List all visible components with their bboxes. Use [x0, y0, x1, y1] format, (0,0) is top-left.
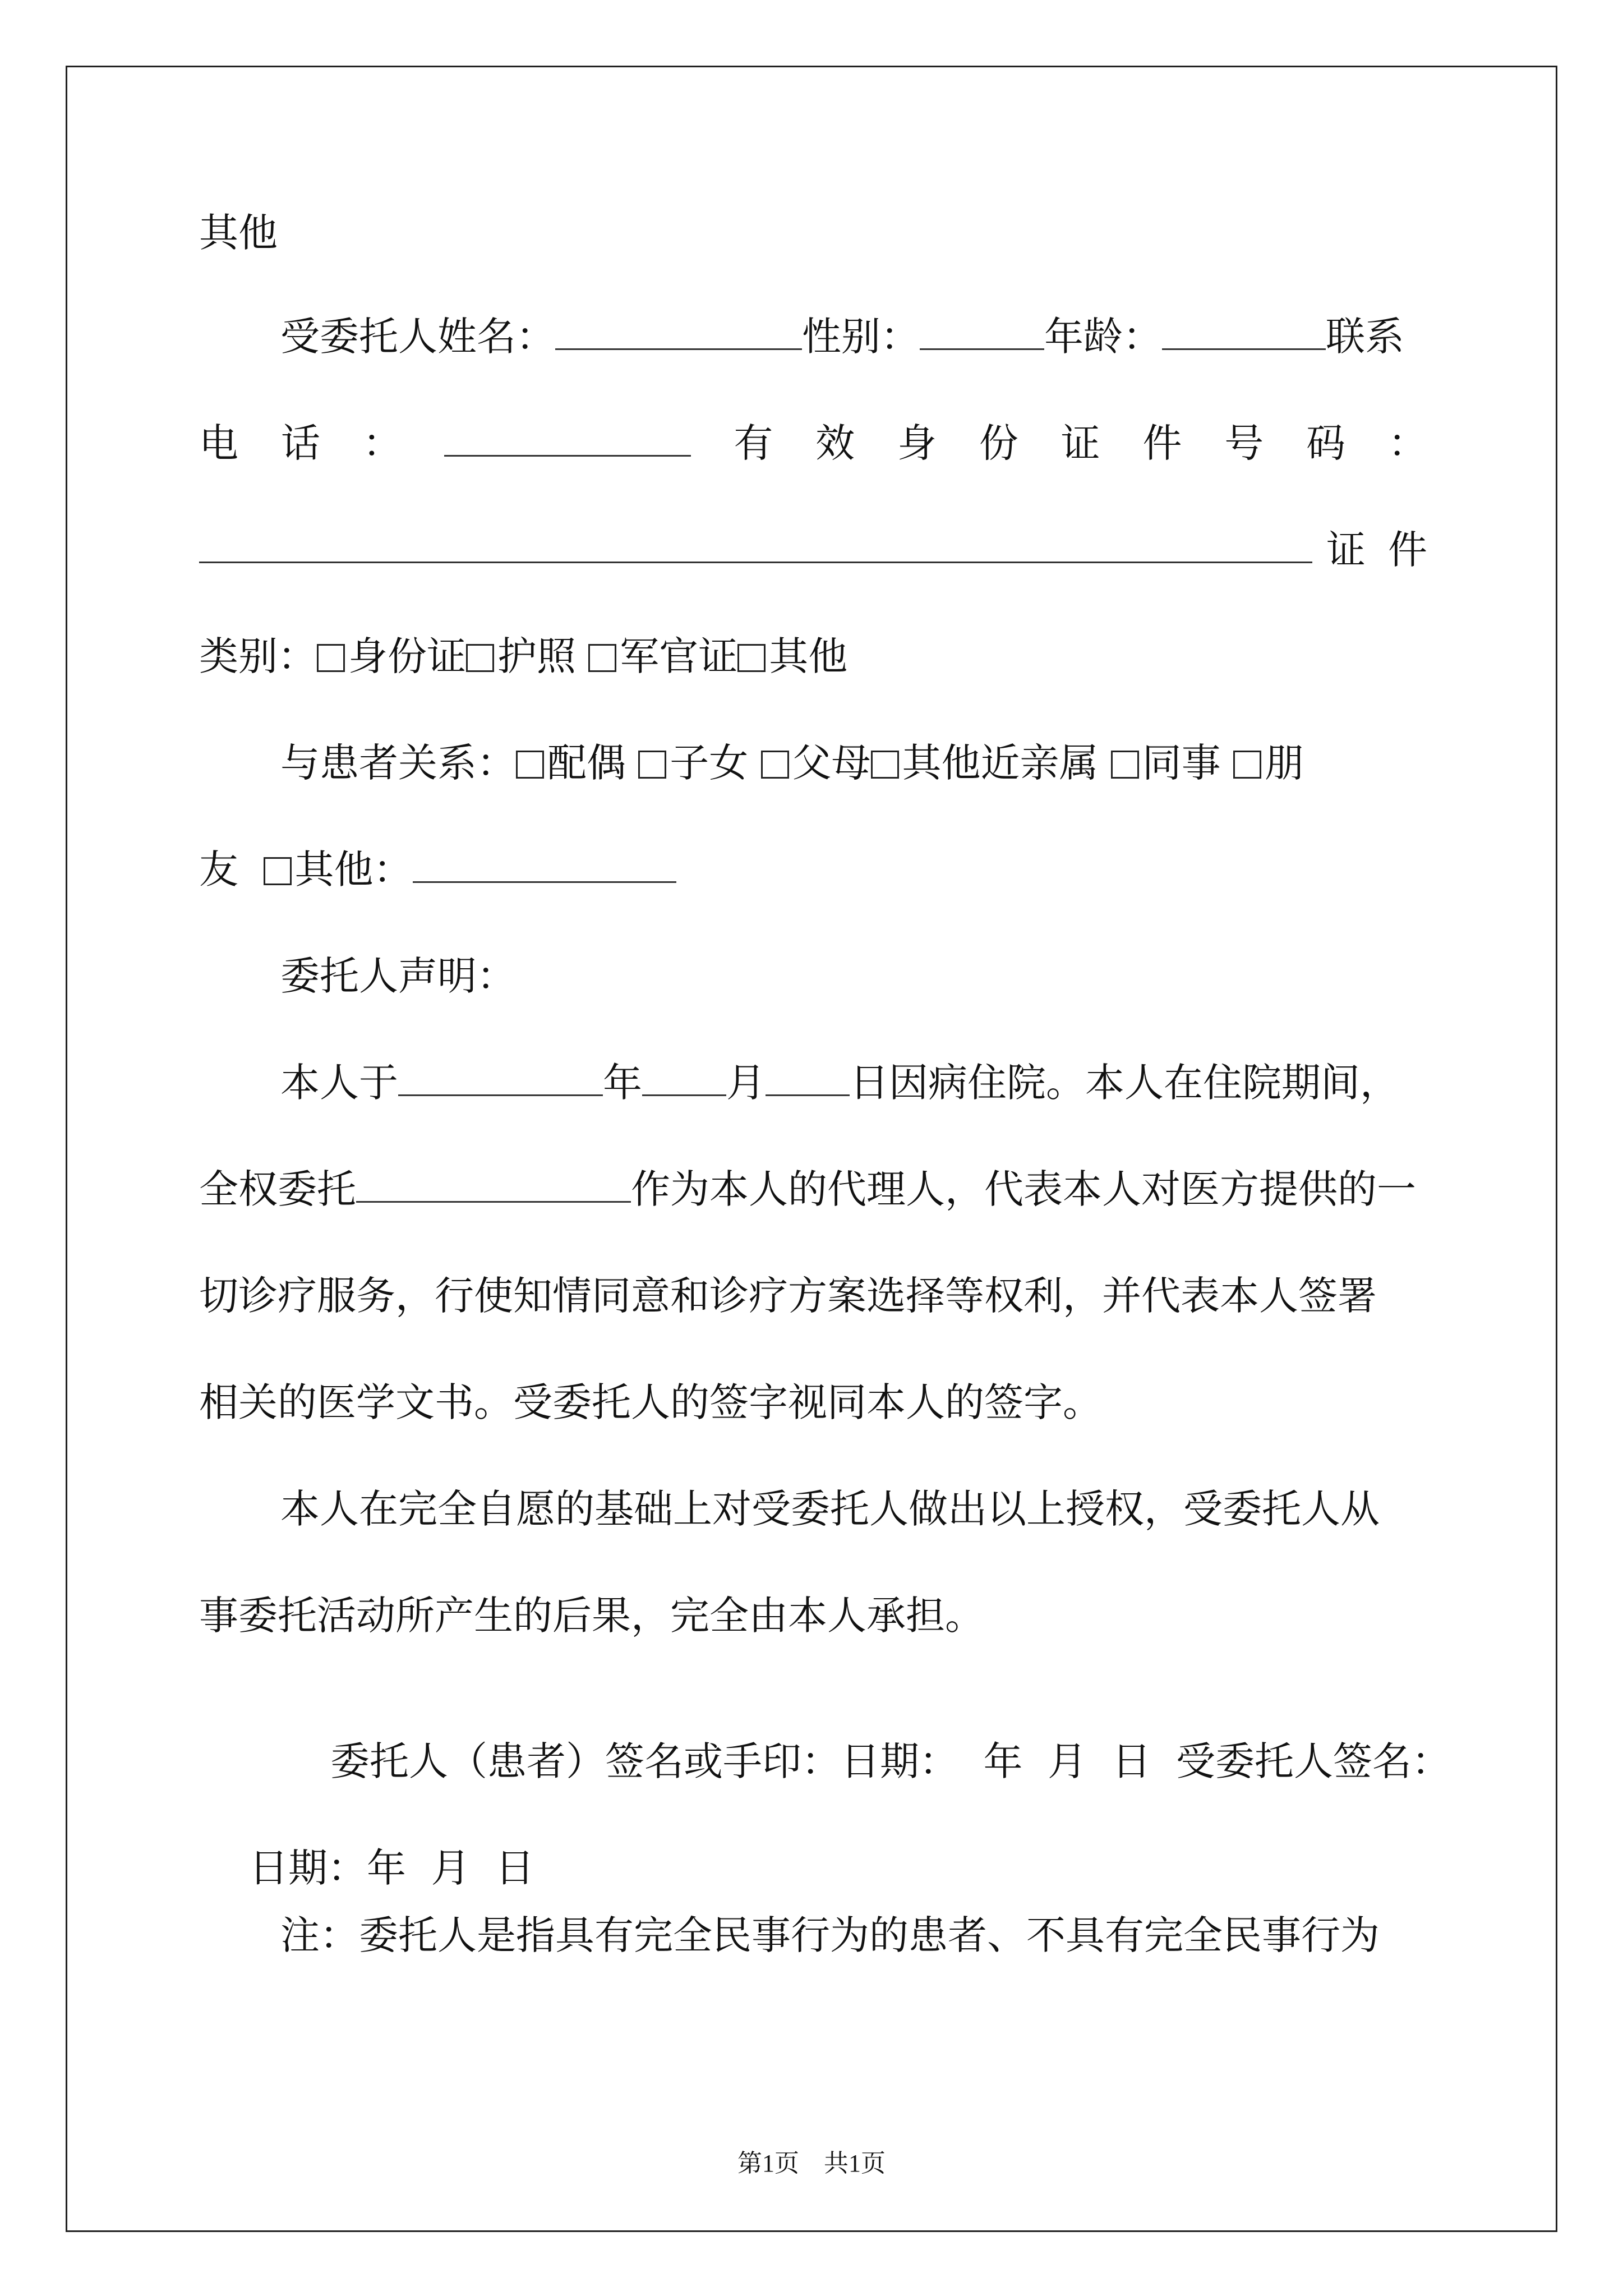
statement-heading: 委托人声明：: [280, 953, 516, 999]
contact-label: 联系: [1326, 314, 1404, 360]
checkbox-other[interactable]: [737, 644, 766, 672]
id-number-line: [199, 527, 1427, 575]
admission-month-field[interactable]: [642, 1063, 726, 1096]
age-field[interactable]: [1162, 317, 1326, 350]
option-label: 同事: [1142, 740, 1221, 786]
gender-label: 性别：: [802, 314, 920, 360]
note-text: 注：委托人是指具有完全民事行为的患者、不具有完全民事行为: [280, 1912, 1380, 1958]
date-line: [199, 1809, 1427, 1891]
relation-line-2: [199, 846, 1427, 895]
checkbox-other-relative[interactable]: [871, 751, 899, 779]
gender-field[interactable]: [920, 317, 1044, 350]
option-label: 友: [199, 846, 238, 892]
note-line: [199, 1912, 1509, 1961]
phone-field[interactable]: [444, 424, 691, 457]
id-char: 份: [979, 420, 1018, 466]
paragraph-text: 切诊疗服务，行使知情同意和诊疗方案选择等权利，并代表本人签署: [199, 1273, 1377, 1319]
paragraph-text: 本人在完全自愿的基础上对受委托人做出以上授权，受委托人从: [280, 1486, 1380, 1532]
admission-day-field[interactable]: [766, 1063, 850, 1096]
id-char: 码: [1306, 420, 1346, 466]
checkbox-spouse[interactable]: [516, 751, 544, 779]
id-char: 效: [815, 420, 855, 466]
agent-info-line: [199, 314, 1509, 362]
id-char: 件: [1142, 420, 1182, 466]
checkbox-child[interactable]: [638, 751, 666, 779]
checkbox-relation-other[interactable]: [264, 857, 292, 885]
checkbox-friend[interactable]: [1233, 751, 1261, 779]
option-label: 子女: [670, 740, 749, 786]
paragraph-text: 相关的医学文书。受委托人的签字视同本人的签字。: [199, 1379, 1102, 1425]
phone-id-line: [199, 420, 1427, 468]
option-label: 身份证: [348, 633, 466, 679]
id-char: 证: [1061, 420, 1100, 466]
text-line-other: [199, 210, 1427, 258]
relation-label: 与患者关系：: [280, 740, 516, 786]
id-char: 有: [734, 420, 773, 466]
admission-text-1: 本人于: [280, 1060, 398, 1106]
admission-line: [199, 1060, 1509, 1108]
entrust-text-1: 全权委托: [199, 1166, 356, 1212]
entrust-line: [199, 1166, 1427, 1214]
age-label: 年龄：: [1044, 314, 1162, 360]
year-label: 年: [603, 1060, 642, 1106]
option-label: 其他: [769, 633, 848, 679]
agent-name-field[interactable]: [555, 317, 802, 350]
id-char: 号: [1224, 420, 1264, 466]
date-text: 日期：年 月 日: [249, 1845, 535, 1891]
option-label: 配偶: [547, 740, 626, 786]
paragraph-line: [199, 1486, 1509, 1534]
relation-line: [199, 740, 1509, 788]
id-char: 身: [897, 420, 937, 466]
cert-type-line: [199, 633, 1427, 682]
id-char: ：: [1387, 420, 1427, 466]
option-label: 朋: [1265, 740, 1304, 786]
checkbox-officer-card[interactable]: [588, 644, 616, 672]
relation-other-field[interactable]: [413, 850, 676, 883]
page-border: [66, 66, 1557, 2232]
checkbox-parent[interactable]: [761, 751, 789, 779]
relation-other-label: 其他：: [294, 846, 413, 892]
cert-char: 证: [1326, 527, 1366, 573]
paragraph-line: [199, 1379, 1427, 1428]
option-label: 其他近亲属: [902, 740, 1099, 786]
statement-heading-line: [199, 953, 1509, 1001]
cert-char: 件: [1388, 527, 1427, 573]
phone-char: 电: [199, 420, 238, 466]
checkbox-passport[interactable]: [466, 644, 494, 672]
option-label: 军官证: [620, 633, 738, 679]
entrust-agent-field[interactable]: [356, 1170, 631, 1203]
phone-char: 话: [280, 420, 320, 466]
admission-text-2: 日因病住院。本人在住院期间，: [850, 1060, 1399, 1106]
option-label: 护照: [497, 633, 576, 679]
month-label: 月: [726, 1060, 766, 1106]
page-footer: [0, 2143, 1623, 2179]
admission-year-field[interactable]: [398, 1063, 603, 1096]
checkbox-id-card[interactable]: [317, 644, 345, 672]
cert-label-wrap: [1312, 527, 1427, 573]
paragraph-line: [199, 1593, 1427, 1641]
entrust-text-2: 作为本人的代理人，代表本人对医方提供的一: [631, 1166, 1416, 1212]
agent-name-label: 受委托人姓名：: [280, 314, 555, 360]
signature-text: 委托人（患者）签名或手印：日期： 年 月 日 受委托人签名：: [330, 1738, 1451, 1784]
signature-line: [199, 1703, 1509, 1784]
other-text: 其他: [199, 210, 278, 256]
cert-type-label: 类别：: [199, 633, 317, 679]
page-number: 第1页 共1页: [737, 2150, 886, 2177]
option-label: 父母: [792, 740, 871, 786]
checkbox-colleague[interactable]: [1111, 751, 1139, 779]
id-number-field[interactable]: [199, 530, 1312, 563]
phone-char: ：: [362, 420, 402, 466]
paragraph-text: 事委托活动所产生的后果，完全由本人承担。: [199, 1593, 984, 1639]
paragraph-line: [199, 1273, 1427, 1321]
